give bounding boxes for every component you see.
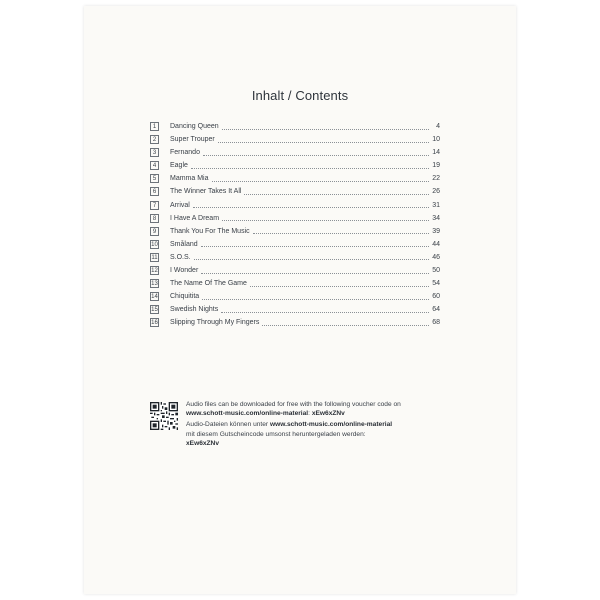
track-number-box: 16 xyxy=(151,320,158,327)
dot-leader xyxy=(193,200,429,208)
dot-leader xyxy=(203,148,429,156)
dot-leader xyxy=(202,292,429,300)
page-number: 46 xyxy=(432,253,440,261)
toc-row[interactable] xyxy=(150,199,440,212)
page-number: 31 xyxy=(432,201,440,209)
page-number: 54 xyxy=(432,280,440,288)
page-number: 22 xyxy=(432,175,440,183)
dot-leader xyxy=(244,187,429,195)
dot-leader xyxy=(222,213,429,221)
page-number: 39 xyxy=(432,227,440,235)
song-title: S.O.S. xyxy=(170,253,191,261)
track-number-box: 12 xyxy=(151,268,158,275)
page-number: 14 xyxy=(432,149,440,157)
table-of-contents xyxy=(150,120,440,330)
toc-row[interactable] xyxy=(150,225,440,238)
track-number-box: 9 xyxy=(150,227,159,236)
toc-row[interactable] xyxy=(150,146,440,159)
dot-leader xyxy=(253,226,429,234)
song-title: I Have A Dream xyxy=(170,214,220,222)
track-number-box: 10 xyxy=(151,241,158,248)
page-number: 60 xyxy=(432,293,440,301)
song-title: Fernando xyxy=(170,149,200,157)
toc-row[interactable] xyxy=(150,316,440,329)
track-number-box: 5 xyxy=(150,174,159,183)
dot-leader xyxy=(194,252,429,260)
track-number-box: 7 xyxy=(150,201,159,210)
track-number-box: 6 xyxy=(150,187,159,196)
track-number-box: 2 xyxy=(150,135,159,144)
page-number: 64 xyxy=(432,306,440,314)
toc-row[interactable] xyxy=(150,277,440,290)
dot-leader xyxy=(262,318,429,326)
audio-download-info xyxy=(186,400,486,448)
dot-leader xyxy=(250,279,429,287)
dot-leader xyxy=(222,122,429,130)
toc-row[interactable] xyxy=(150,172,440,185)
toc-row[interactable] xyxy=(150,238,440,251)
download-link-de[interactable]: www.schott-music.com/online-material xyxy=(269,421,393,429)
audio-info-english: Audio files can be downloaded for free with the following voucher code on www.schott-music.com/online-material: xEw6xZNv xyxy=(186,401,401,418)
song-title: Swedish Nights xyxy=(170,306,219,314)
voucher-code-en: xEw6xZNv xyxy=(311,410,345,418)
song-title: I Wonder xyxy=(170,267,199,275)
dot-leader xyxy=(201,239,429,247)
track-number-box: 14 xyxy=(151,294,158,301)
song-title: Arrival xyxy=(170,201,190,209)
track-number-box: 11 xyxy=(151,254,158,261)
toc-row[interactable] xyxy=(150,185,440,198)
toc-row[interactable] xyxy=(150,212,440,225)
book-page xyxy=(84,6,516,594)
song-title: The Winner Takes It All xyxy=(170,188,242,196)
song-title: Eagle xyxy=(170,162,188,170)
song-title: Dancing Queen xyxy=(170,123,219,130)
dot-leader xyxy=(212,174,429,182)
page-number: 19 xyxy=(432,162,440,170)
qr-code-icon[interactable] xyxy=(150,402,178,430)
song-title: The Name Of The Game xyxy=(170,280,247,288)
track-number-box: 3 xyxy=(150,148,159,157)
song-title: Chiquitita xyxy=(170,293,200,301)
track-number-box: 15 xyxy=(151,307,158,314)
page-number: 10 xyxy=(432,136,440,144)
song-title: Småland xyxy=(170,240,198,248)
track-number-box: 13 xyxy=(151,281,158,288)
toc-row[interactable] xyxy=(150,133,440,146)
song-title: Slipping Through My Fingers xyxy=(170,319,260,327)
page-number: 50 xyxy=(432,267,440,275)
song-title: Super Trouper xyxy=(170,136,215,144)
track-number-box: 8 xyxy=(150,214,159,223)
page-number: 26 xyxy=(432,188,440,196)
toc-row[interactable] xyxy=(150,251,440,264)
voucher-code-de: xEw6xZNv xyxy=(186,439,219,447)
song-title: Thank You For The Music xyxy=(170,227,250,235)
page-number: 34 xyxy=(432,214,440,222)
song-title: Mamma Mia xyxy=(170,175,209,183)
track-number-box: 1 xyxy=(150,122,159,131)
toc-row[interactable] xyxy=(150,120,440,133)
track-number-box: 4 xyxy=(150,161,159,170)
dot-leader xyxy=(201,266,429,274)
page-title: Inhalt / Contents xyxy=(251,88,349,103)
page-number: 4 xyxy=(436,123,440,130)
dot-leader xyxy=(218,135,429,143)
toc-row[interactable] xyxy=(150,159,440,172)
download-link-en[interactable]: www.schott-music.com/online-material xyxy=(186,410,309,418)
toc-row[interactable] xyxy=(150,264,440,277)
page-number: 44 xyxy=(432,240,440,248)
dot-leader xyxy=(191,161,429,169)
dot-leader xyxy=(221,305,429,313)
page-number: 68 xyxy=(432,319,440,327)
audio-info-german: Audio-Dateien können unter www.schott-music.com/online-material mit diesem Gutscheincode umsonst heruntergeladen werden: xEw6xZNv xyxy=(186,421,393,447)
toc-row[interactable] xyxy=(150,303,440,316)
toc-row[interactable] xyxy=(150,290,440,303)
